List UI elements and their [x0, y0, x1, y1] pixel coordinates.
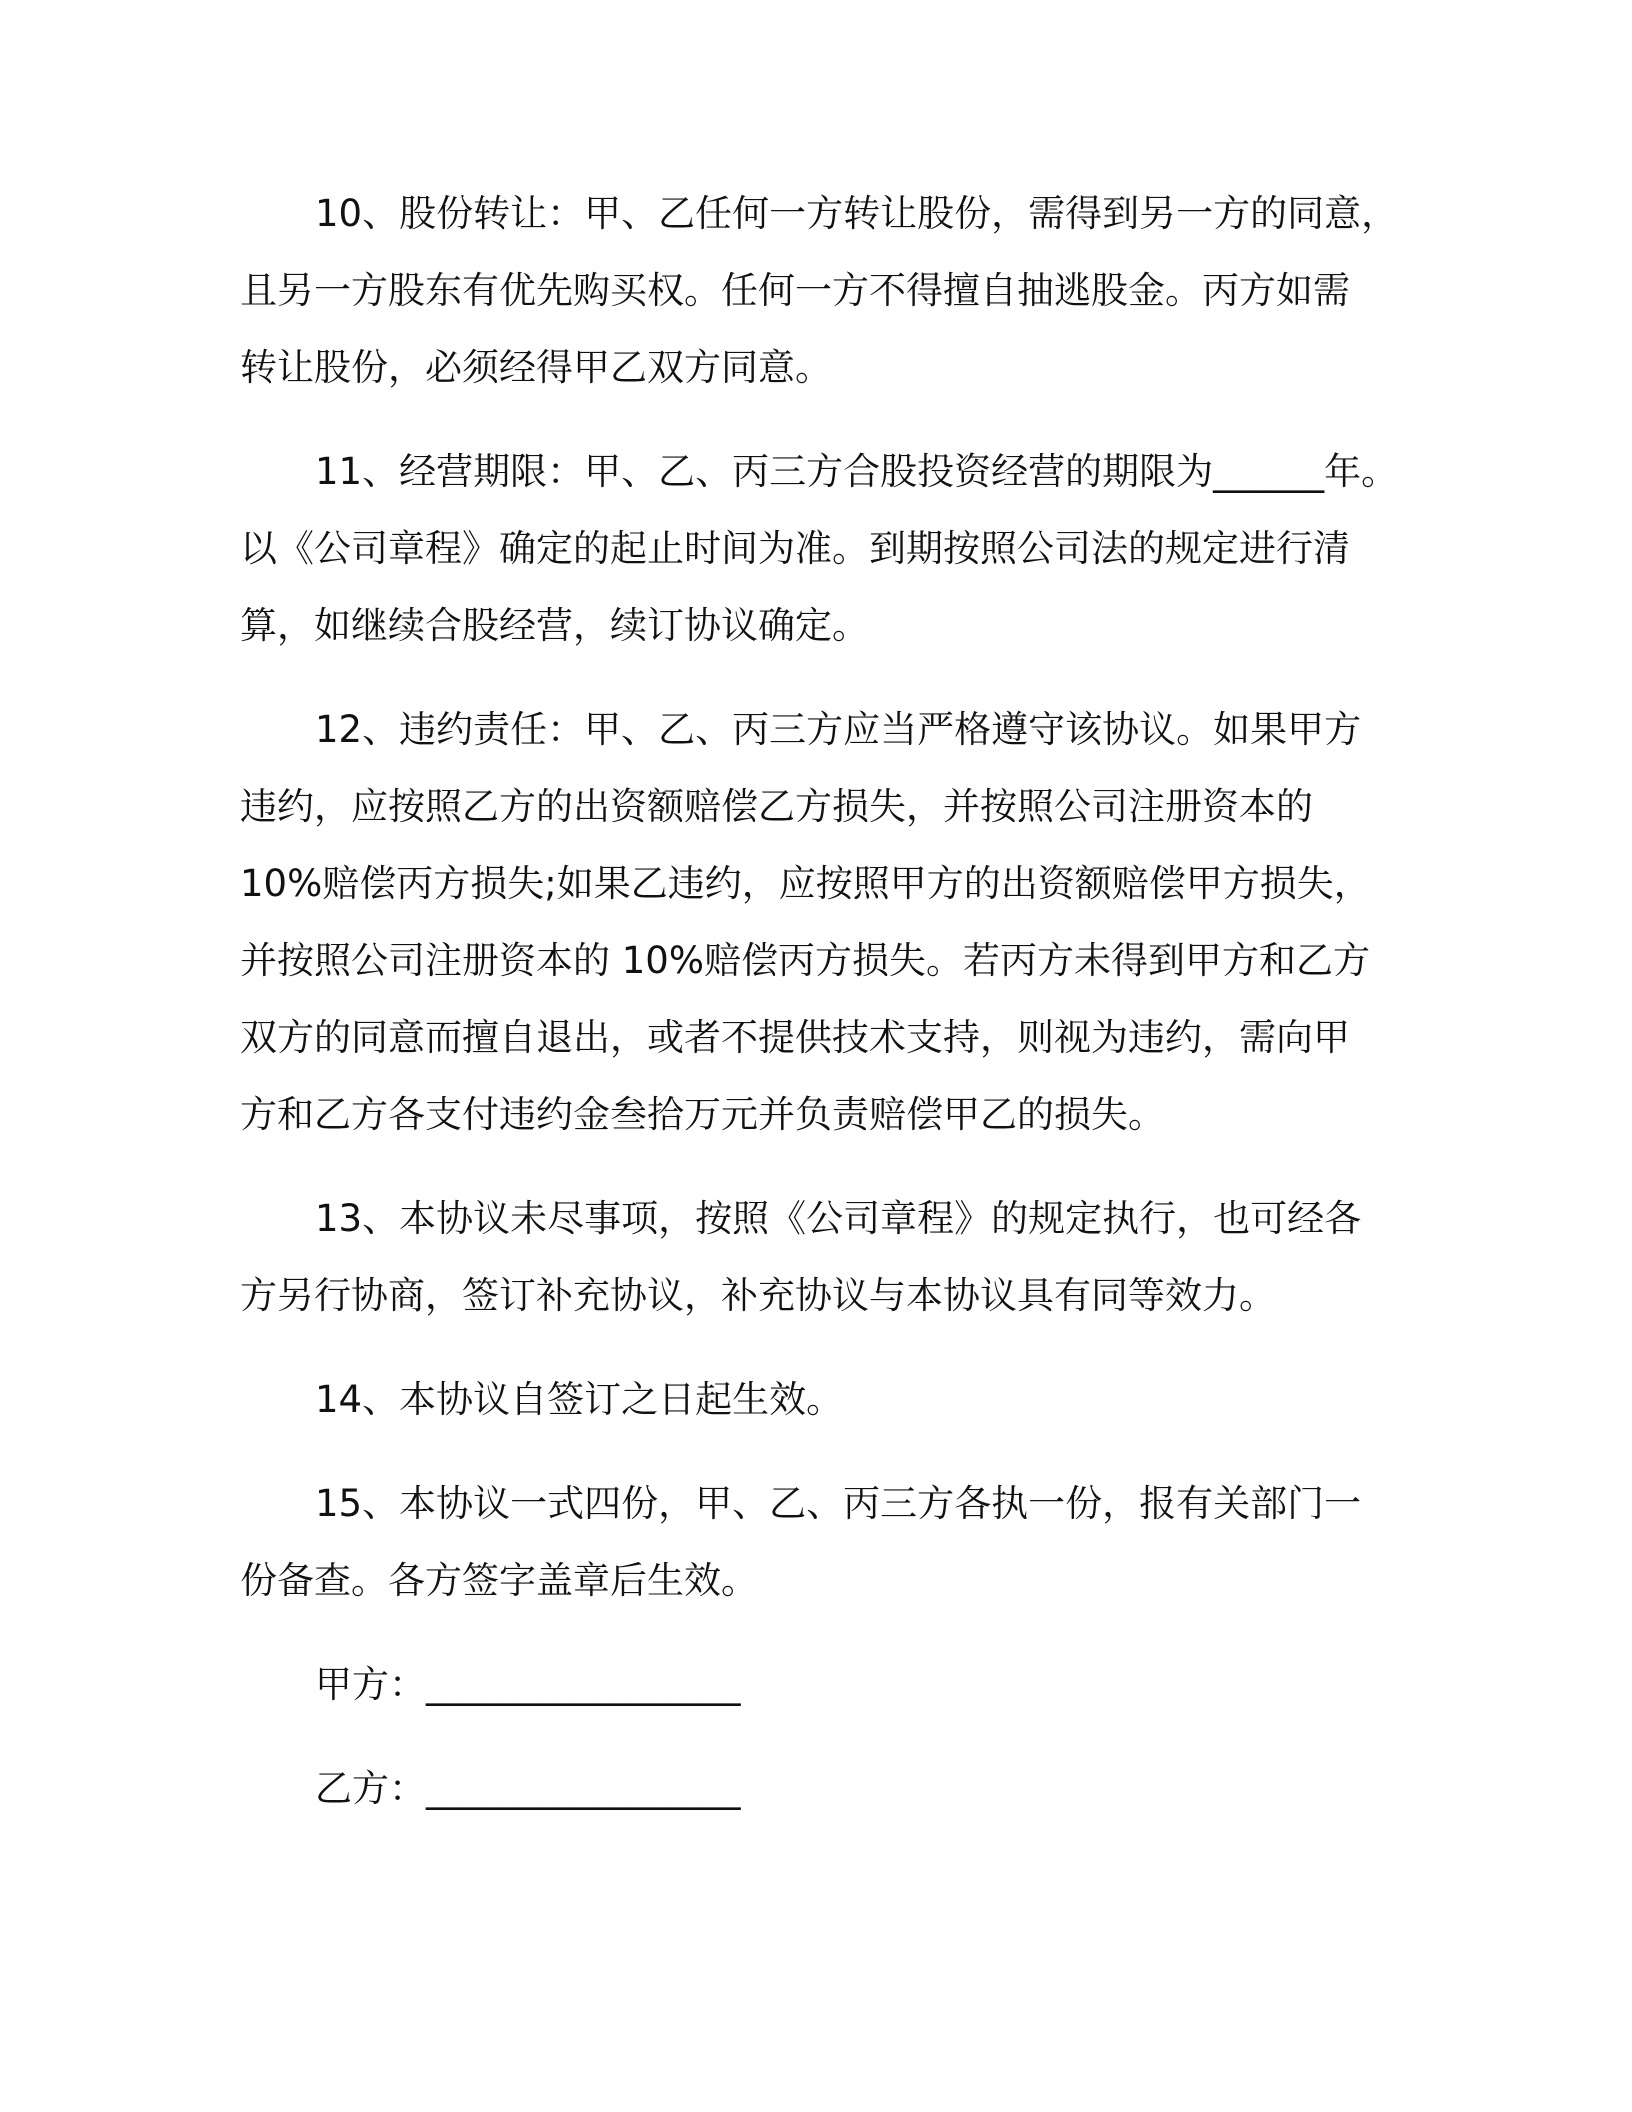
text-line: 并按照公司注册资本的 10%赔偿丙方损失。若丙方未得到甲方和乙方 — [240, 939, 1370, 982]
clause-paragraph — [240, 691, 1400, 1153]
text-line: 双方的同意而擅自退出，或者不提供技术支持，则视为违约，需向甲 — [240, 1016, 1350, 1059]
text-line: 15、本协议一式四份，甲、乙、丙三方各执一份，报有关部门一 — [315, 1482, 1362, 1525]
text-line: 10%赔偿丙方损失;如果乙违约，应按照甲方的出资额赔偿甲方损失， — [240, 862, 1371, 905]
text-line: 算，如继续合股经营，续订协议确定。 — [240, 604, 869, 647]
signature-line: 乙方：_________________ — [315, 1767, 741, 1810]
text-line: 违约，应按照乙方的出资额赔偿乙方损失，并按照公司注册资本的 — [240, 785, 1313, 828]
clause-paragraph — [240, 1361, 1400, 1438]
clause-paragraph — [240, 1180, 1400, 1334]
text-line: 方和乙方各支付违约金叁拾万元并负责赔偿甲乙的损失。 — [240, 1093, 1165, 1136]
text-line: 11、经营期限：甲、乙、丙三方合股投资经营的期限为______年。 — [315, 450, 1399, 493]
text-line: 14、本协议自签订之日起生效。 — [315, 1378, 844, 1421]
clause-paragraph — [240, 1465, 1400, 1619]
text-line: 方另行协商，签订补充协议，补充协议与本协议具有同等效力。 — [240, 1274, 1276, 1317]
text-line: 以《公司章程》确定的起止时间为准。到期按照公司法的规定进行清 — [240, 527, 1350, 570]
clause-paragraph — [240, 433, 1400, 664]
text-line: 10、股份转让：甲、乙任何一方转让股份，需得到另一方的同意， — [315, 192, 1399, 235]
document-body — [240, 175, 1400, 1854]
text-line: 且另一方股东有优先购买权。任何一方不得擅自抽逃股金。丙方如需 — [240, 269, 1350, 312]
text-line: 12、违约责任：甲、乙、丙三方应当严格遵守该协议。如果甲方 — [315, 708, 1362, 751]
signature-line: 甲方：_________________ — [315, 1663, 741, 1706]
clause-paragraph — [240, 175, 1400, 406]
text-line: 13、本协议未尽事项，按照《公司章程》的规定执行，也可经各 — [315, 1197, 1362, 1240]
text-line: 转让股份，必须经得甲乙双方同意。 — [240, 346, 832, 389]
text-line: 份备查。各方签字盖章后生效。 — [240, 1559, 758, 1602]
